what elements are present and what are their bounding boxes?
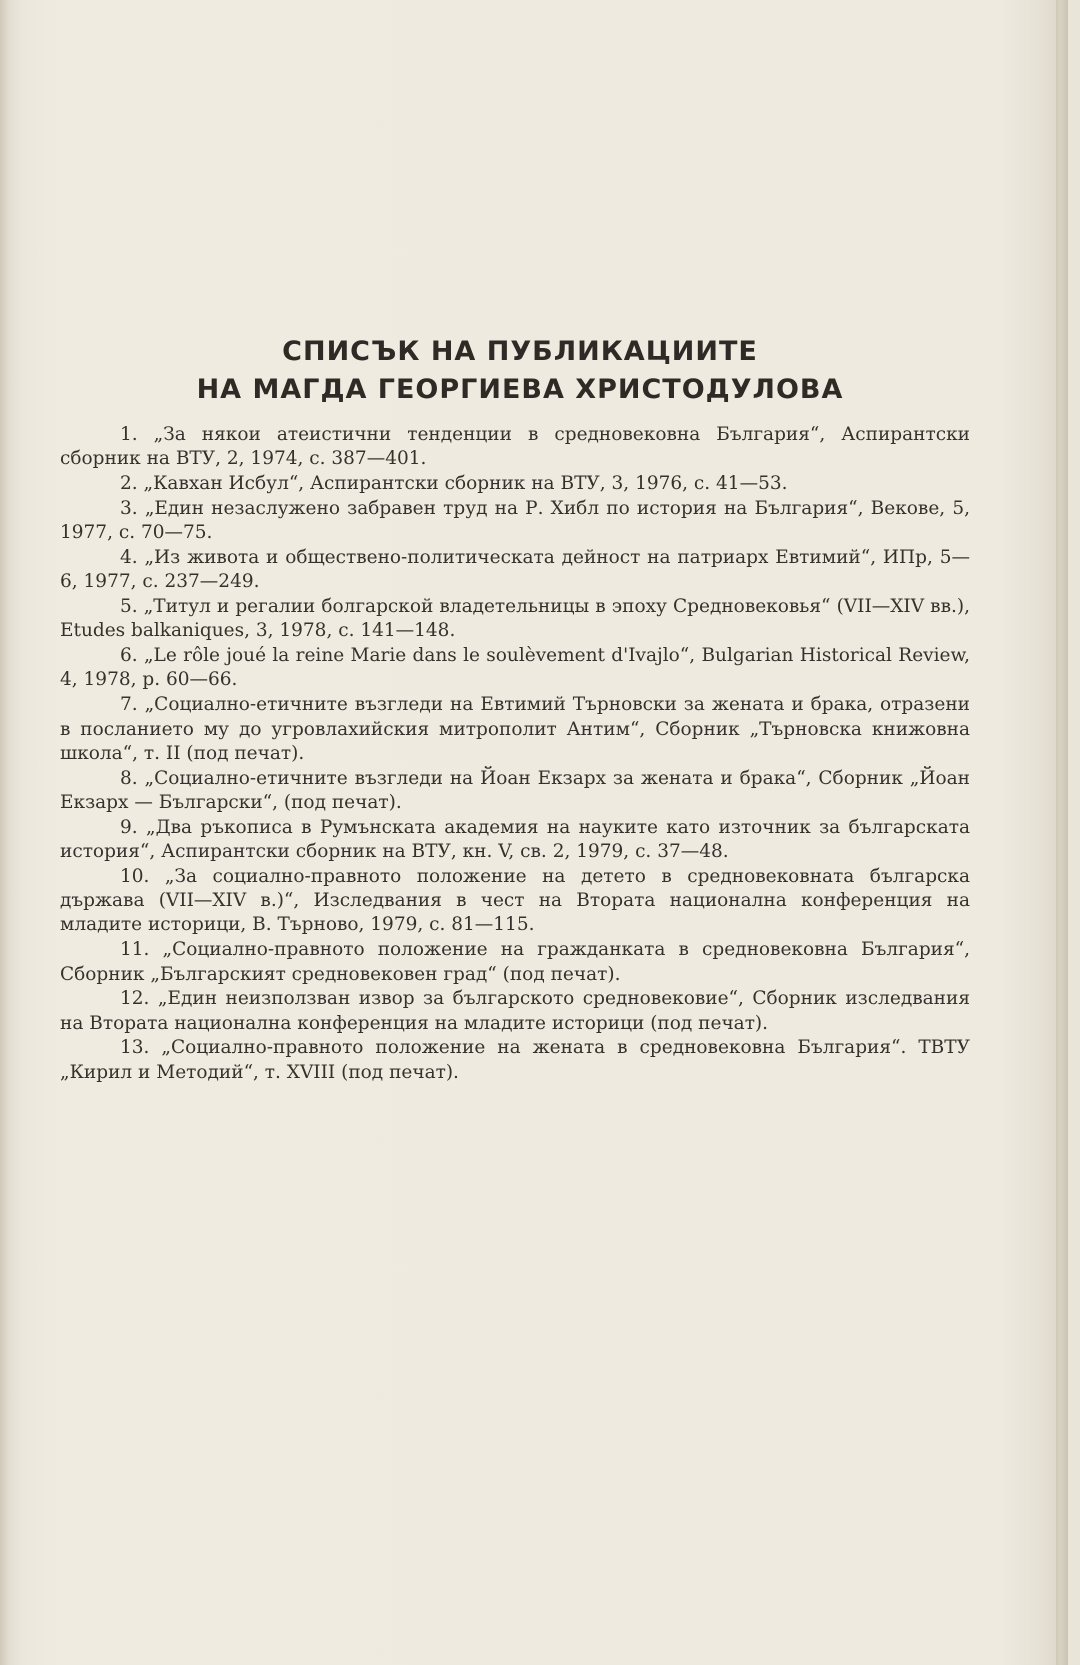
- publication-item: 1. „За някои атеистични тенденции в средновековна България“, Аспирантски сборник на ВТУ, 2, 1974, с. 387—401.: [60, 424, 970, 470]
- publication-item: 11. „Социално-правното положение на гражданката в средновековна България“, Сборник „Българският средновековен град“ (под печат).: [60, 939, 970, 985]
- publication-item: 10. „За социално-правното положение на детето в средновековната българска държава (VII—XIV в.)“, Изследвания в чест на Втората национална конференция на младите историци, В. Търново, 1979, с. 81—115.: [60, 865, 970, 936]
- publication-item: 13. „Социално-правното положение на жената в средновековна България“. ТВТУ „Кирил и Методий“, т. XVIII (под печат).: [60, 1037, 970, 1083]
- publication-list: [60, 423, 970, 1086]
- publication-item: 3. „Един незаслужено забравен труд на Р. Хибл по история на България“, Векове, 5, 1977, с. 70—75.: [60, 497, 970, 544]
- publication-item: 2. „Кавхан Исбул“, Аспирантски сборник на ВТУ, 3, 1976, с. 41—53.: [120, 473, 788, 495]
- publication-item: 6. „Le rôle joué la reine Marie dans le soulèvement d'Ivajlo“, Bulgarian Historical Review, 4, 1978, p. 60—66.: [60, 645, 970, 691]
- publication-item: 12. „Един неизползван извор за българското средновековие“, Сборник изследвания на Втората национална конференция на младите историци (под печат).: [60, 988, 970, 1034]
- publication-item: 8. „Социално-етичните възгледи на Йоан Екзарх за жената и брака“, Сборник „Йоан Екзарх — Български“, (под печат).: [60, 767, 970, 813]
- publication-item: 7. „Социално-етичните възгледи на Евтимий Търновски за жената и брака, отразени в посланието му до угровлахийския митрополит Антим“, Сборник „Търновска книжовна школа“, т. II (под печат).: [60, 694, 970, 764]
- page-left-edge: [0, 0, 10, 1665]
- publication-item: 5. „Титул и регалии болгарской владетельницы в эпоху Средновековья“ (VII—XIV вв.), Etudes balkaniques, 3, 1978, с. 141—148.: [60, 596, 970, 642]
- publication-item: 4. „Из живота и обществено-политическата дейност на патриарх Евтимий“, ИПр, 5—6, 1977, с. 237—249.: [60, 546, 970, 593]
- page-title-line-1: СПИСЪК НА ПУБЛИКАЦИИТЕ: [282, 336, 758, 367]
- page-right-edge: [1056, 0, 1068, 1665]
- publication-item: 9. „Два ръкописа в Румънската академия на науките като източник за българската история“, Аспирантски сборник на ВТУ, кн. V, св. 2, 1979, с. 37—48.: [60, 816, 970, 863]
- page-title-line-2: НА МАГДА ГЕОРГИЕВА ХРИСТОДУЛОВА: [196, 374, 844, 405]
